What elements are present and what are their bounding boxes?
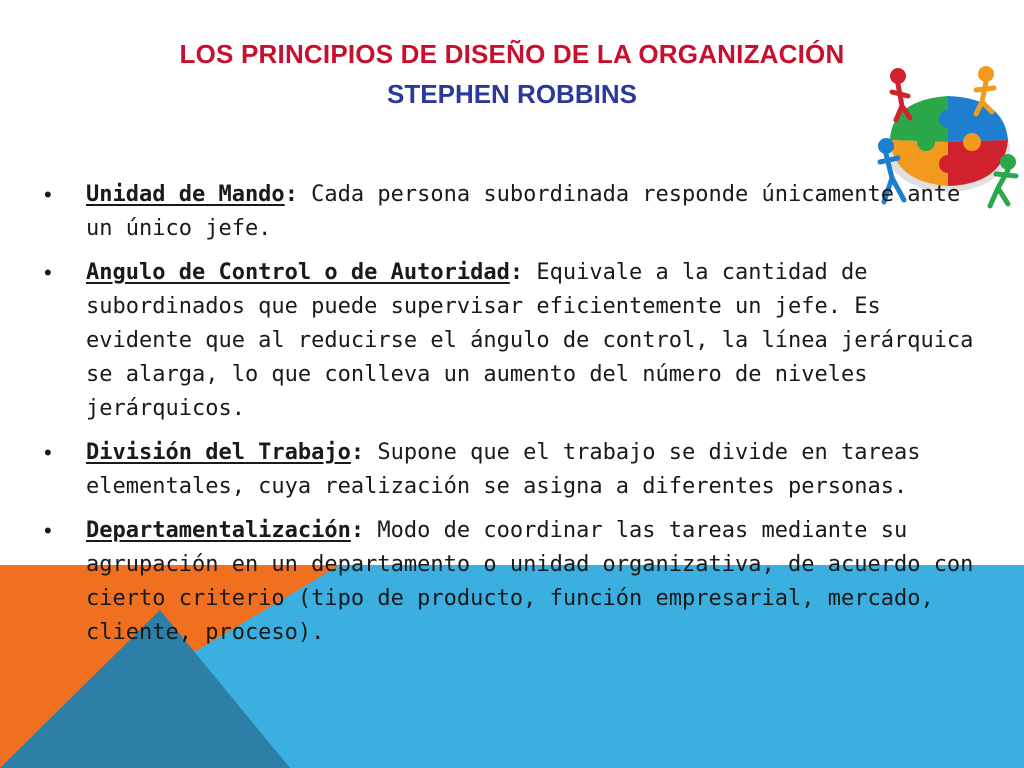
bullet-glyph: • <box>44 518 52 543</box>
bullet-term: Angulo de Control o de Autoridad <box>86 260 510 285</box>
bullet-term: Departamentalización <box>86 518 351 543</box>
bullet-glyph: • <box>44 260 52 285</box>
bullet-text: Modo de coordinar las tareas mediante su agrupación en un departamento o unidad organizativa, de acuerdo con cierto criterio (tipo de producto, función empresarial, mercado, cliente, proceso). <box>86 518 974 645</box>
bullet-glyph: • <box>44 440 52 465</box>
bullet-term: División del Trabajo <box>86 440 351 465</box>
bullet-colon: : <box>350 518 365 543</box>
bullet-glyph: • <box>44 182 52 207</box>
bullet-colon: : <box>350 440 365 465</box>
bullet-colon: : <box>284 182 298 207</box>
bullet-list <box>44 178 994 650</box>
bullet-text: Supone que el trabajo se divide en tareas elementales, cuya realización se asigna a diferentes personas. <box>86 440 921 499</box>
title-main: LOS PRINCIPIOS DE DISEÑO DE LA ORGANIZACIÓN <box>179 39 845 69</box>
bullet-departamentalizacion <box>44 514 994 650</box>
bullet-colon: : <box>509 260 524 285</box>
bullet-division-del-trabajo <box>44 436 994 504</box>
title-author: STEPHEN ROBBINS <box>387 79 637 109</box>
bullet-angulo-de-control <box>44 256 994 426</box>
bullet-content <box>44 178 994 660</box>
bullet-text: Cada persona subordinada responde únicamente ante un único jefe. <box>86 182 961 241</box>
bullet-unidad-de-mando <box>44 178 994 246</box>
bullet-term: Unidad de Mando <box>86 182 285 207</box>
bullet-text: Equivale a la cantidad de subordinados que puede supervisar eficientemente un jefe. Es evidente que al reducirse el ángulo de control, la línea jerárquica se alarga, lo que conlleva un aumento del número de niveles jerárquicos. <box>86 260 974 421</box>
